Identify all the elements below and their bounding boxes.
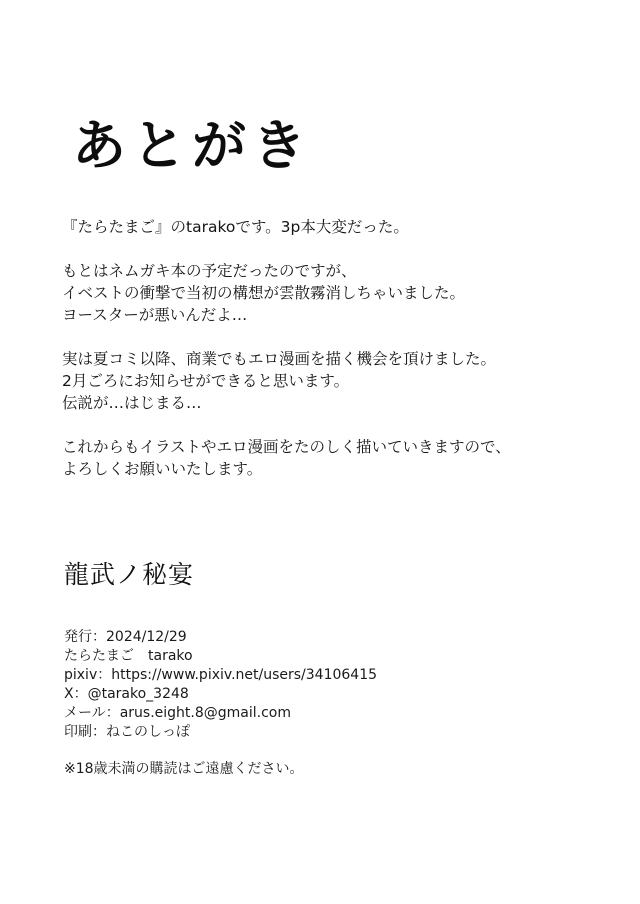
afterword-line: イベストの衝撃で当初の構想が雲散霧消しちゃいました。 (62, 284, 466, 302)
circle-name: たらたまご tarako (64, 648, 193, 664)
afterword-paragraph (62, 348, 602, 414)
age-restriction-notice: ※18歳未満の購読はご遠慮ください。 (64, 761, 304, 777)
afterword-heading: あとがき (72, 113, 312, 177)
afterword-line: よろしくお願いいたします。 (62, 460, 263, 478)
book-title: 龍武ノ秘宴 (64, 560, 195, 589)
afterword-line: 実は夏コミ以降、商業でもエロ漫画を描く機会を頂けました。 (62, 350, 497, 368)
afterword-line: ヨースターが悪いんだよ… (62, 306, 248, 324)
publish-date: 発行：2024/12/29 (64, 629, 187, 645)
email-address: メール：arus.eight.8@gmail.com (64, 705, 292, 721)
afterword-paragraph (62, 216, 602, 238)
afterword-line: もとはネムガキ本の予定だったのですが、 (62, 262, 357, 280)
colophon (64, 628, 377, 742)
afterword-line: 伝説が…はじまる… (62, 394, 202, 412)
afterword-line: 『たらたまご』のtarakoです。3p本大変だった。 (62, 218, 409, 236)
pixiv-url: pixiv：https://www.pixiv.net/users/34106415 (64, 667, 378, 683)
x-account: X：@tarako_3248 (64, 686, 189, 702)
afterword-line: これからもイラストやエロ漫画をたのしく描いていきますので、 (62, 438, 511, 456)
printer-name: 印刷：ねこのしっぽ (64, 724, 190, 740)
afterword-body (62, 216, 602, 502)
afterword-paragraph (62, 436, 602, 480)
afterword-paragraph (62, 260, 602, 326)
afterword-line: 2月ごろにお知らせができると思います。 (62, 372, 350, 390)
